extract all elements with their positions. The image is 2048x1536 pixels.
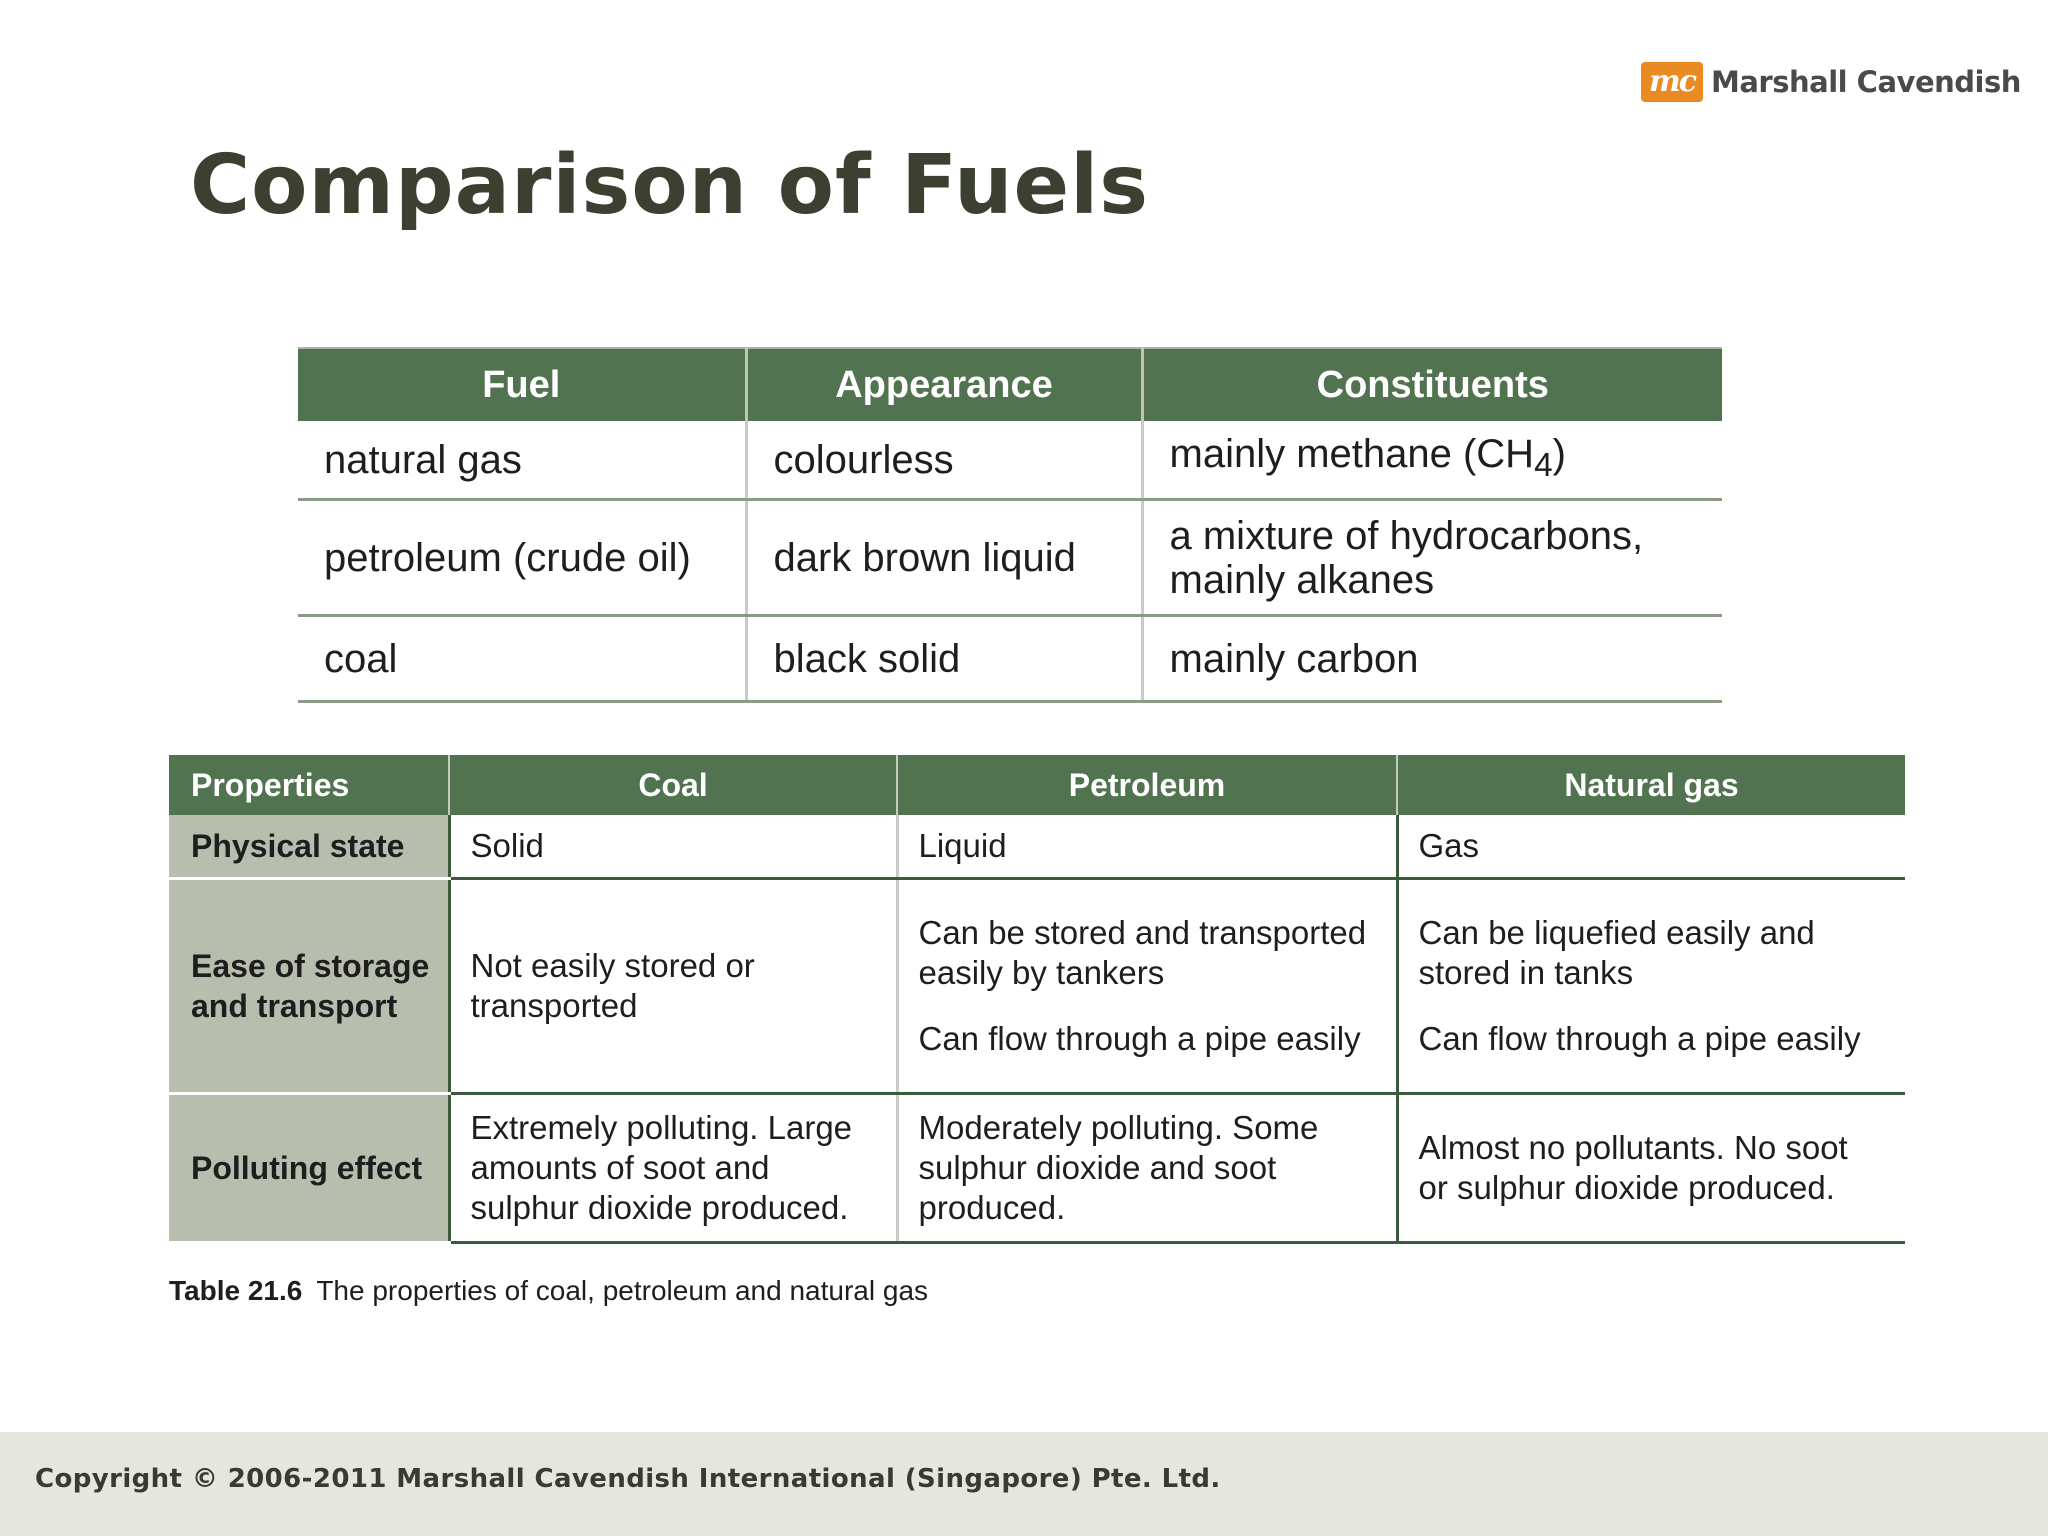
table-row xyxy=(169,1094,1905,1243)
header-appearance: Appearance xyxy=(746,348,1142,421)
logo-name: Marshall Cavendish xyxy=(1711,65,2021,99)
cell-paragraph xyxy=(919,913,1378,993)
fuel-table xyxy=(298,347,1722,703)
property-label: Physical state xyxy=(169,815,449,879)
property-label: Polluting effect xyxy=(169,1094,449,1243)
petroleum-cell xyxy=(897,1094,1397,1243)
appearance-cell: dark brown liquid xyxy=(746,500,1142,616)
natural-gas-cell xyxy=(1397,879,1905,1094)
caption-text: The properties of coal, petroleum and natural gas xyxy=(316,1275,929,1306)
property-label xyxy=(169,879,449,1094)
table-row xyxy=(169,879,1905,1094)
brand-logo xyxy=(1641,60,2021,104)
cell-line: easily by tankers xyxy=(918,954,1165,991)
natural-gas-cell xyxy=(1397,1094,1905,1243)
cell-line: Not easily stored or xyxy=(470,947,755,984)
petroleum-cell: Liquid xyxy=(897,815,1397,879)
footer-bar xyxy=(0,1432,2048,1536)
logo-mark: mc xyxy=(1641,62,1703,102)
header-properties: Properties xyxy=(169,755,449,815)
cell-paragraph: Can flow through a pipe easily xyxy=(1418,1020,1861,1057)
cell-paragraph xyxy=(1419,913,1888,993)
header-constituents: Constituents xyxy=(1142,348,1722,421)
appearance-cell: colourless xyxy=(746,421,1142,500)
fuel-cell: natural gas xyxy=(298,421,746,500)
cell-line: Extremely polluting. Large xyxy=(470,1109,853,1146)
appearance-cell: black solid xyxy=(746,616,1142,702)
table-row xyxy=(169,815,1905,879)
properties-table xyxy=(169,755,1905,1244)
cell-line: amounts of soot and xyxy=(470,1149,770,1186)
natural-gas-cell: Gas xyxy=(1397,815,1905,879)
cell-line: Moderately polluting. Some xyxy=(918,1109,1319,1146)
property-label-line: Ease of storage xyxy=(191,948,430,984)
cell-line: Almost no pollutants. No soot xyxy=(1418,1129,1848,1166)
cell-line: produced. xyxy=(918,1189,1066,1226)
constituents-text-end: ) xyxy=(1552,431,1566,476)
cell-line: or sulphur dioxide produced. xyxy=(1418,1169,1835,1206)
constituents-text: mainly methane (CH xyxy=(1169,431,1535,476)
caption-label: Table 21.6 xyxy=(169,1275,303,1306)
subscript: 4 xyxy=(1534,446,1553,484)
property-label-line: and transport xyxy=(191,988,398,1024)
constituents-line: mainly alkanes xyxy=(1169,557,1435,602)
cell-line: transported xyxy=(470,987,638,1024)
cell-line: Can be stored and transported xyxy=(918,914,1367,951)
cell-line: sulphur dioxide and soot xyxy=(918,1149,1277,1186)
header-natural-gas: Natural gas xyxy=(1397,755,1905,815)
constituents-cell: mainly carbon xyxy=(1142,616,1722,702)
cell-line: stored in tanks xyxy=(1418,954,1634,991)
table-row xyxy=(298,421,1722,500)
header-coal: Coal xyxy=(449,755,897,815)
table-row xyxy=(298,616,1722,702)
table-row xyxy=(298,500,1722,616)
fuel-table-header xyxy=(298,348,1722,421)
fuel-cell: petroleum (crude oil) xyxy=(298,500,746,616)
constituents-cell xyxy=(1142,500,1722,616)
petroleum-cell xyxy=(897,879,1397,1094)
page-title: Comparison of Fuels xyxy=(190,138,1149,233)
coal-cell xyxy=(449,879,897,1094)
properties-table-header xyxy=(169,755,1905,815)
constituents-line: a mixture of hydrocarbons, xyxy=(1169,513,1644,558)
header-petroleum: Petroleum xyxy=(897,755,1397,815)
cell-paragraph: Can flow through a pipe easily xyxy=(918,1020,1361,1057)
coal-cell xyxy=(449,1094,897,1243)
copyright-text: Copyright © 2006-2011 Marshall Cavendish International (Singapore) Pte. Ltd. xyxy=(35,1464,1221,1494)
table-caption xyxy=(169,1275,928,1307)
coal-cell: Solid xyxy=(449,815,897,879)
header-fuel: Fuel xyxy=(298,348,746,421)
cell-line: Can be liquefied easily and xyxy=(1418,914,1815,951)
fuel-cell: coal xyxy=(298,616,746,702)
constituents-cell xyxy=(1142,421,1722,500)
cell-line: sulphur dioxide produced. xyxy=(470,1189,849,1226)
